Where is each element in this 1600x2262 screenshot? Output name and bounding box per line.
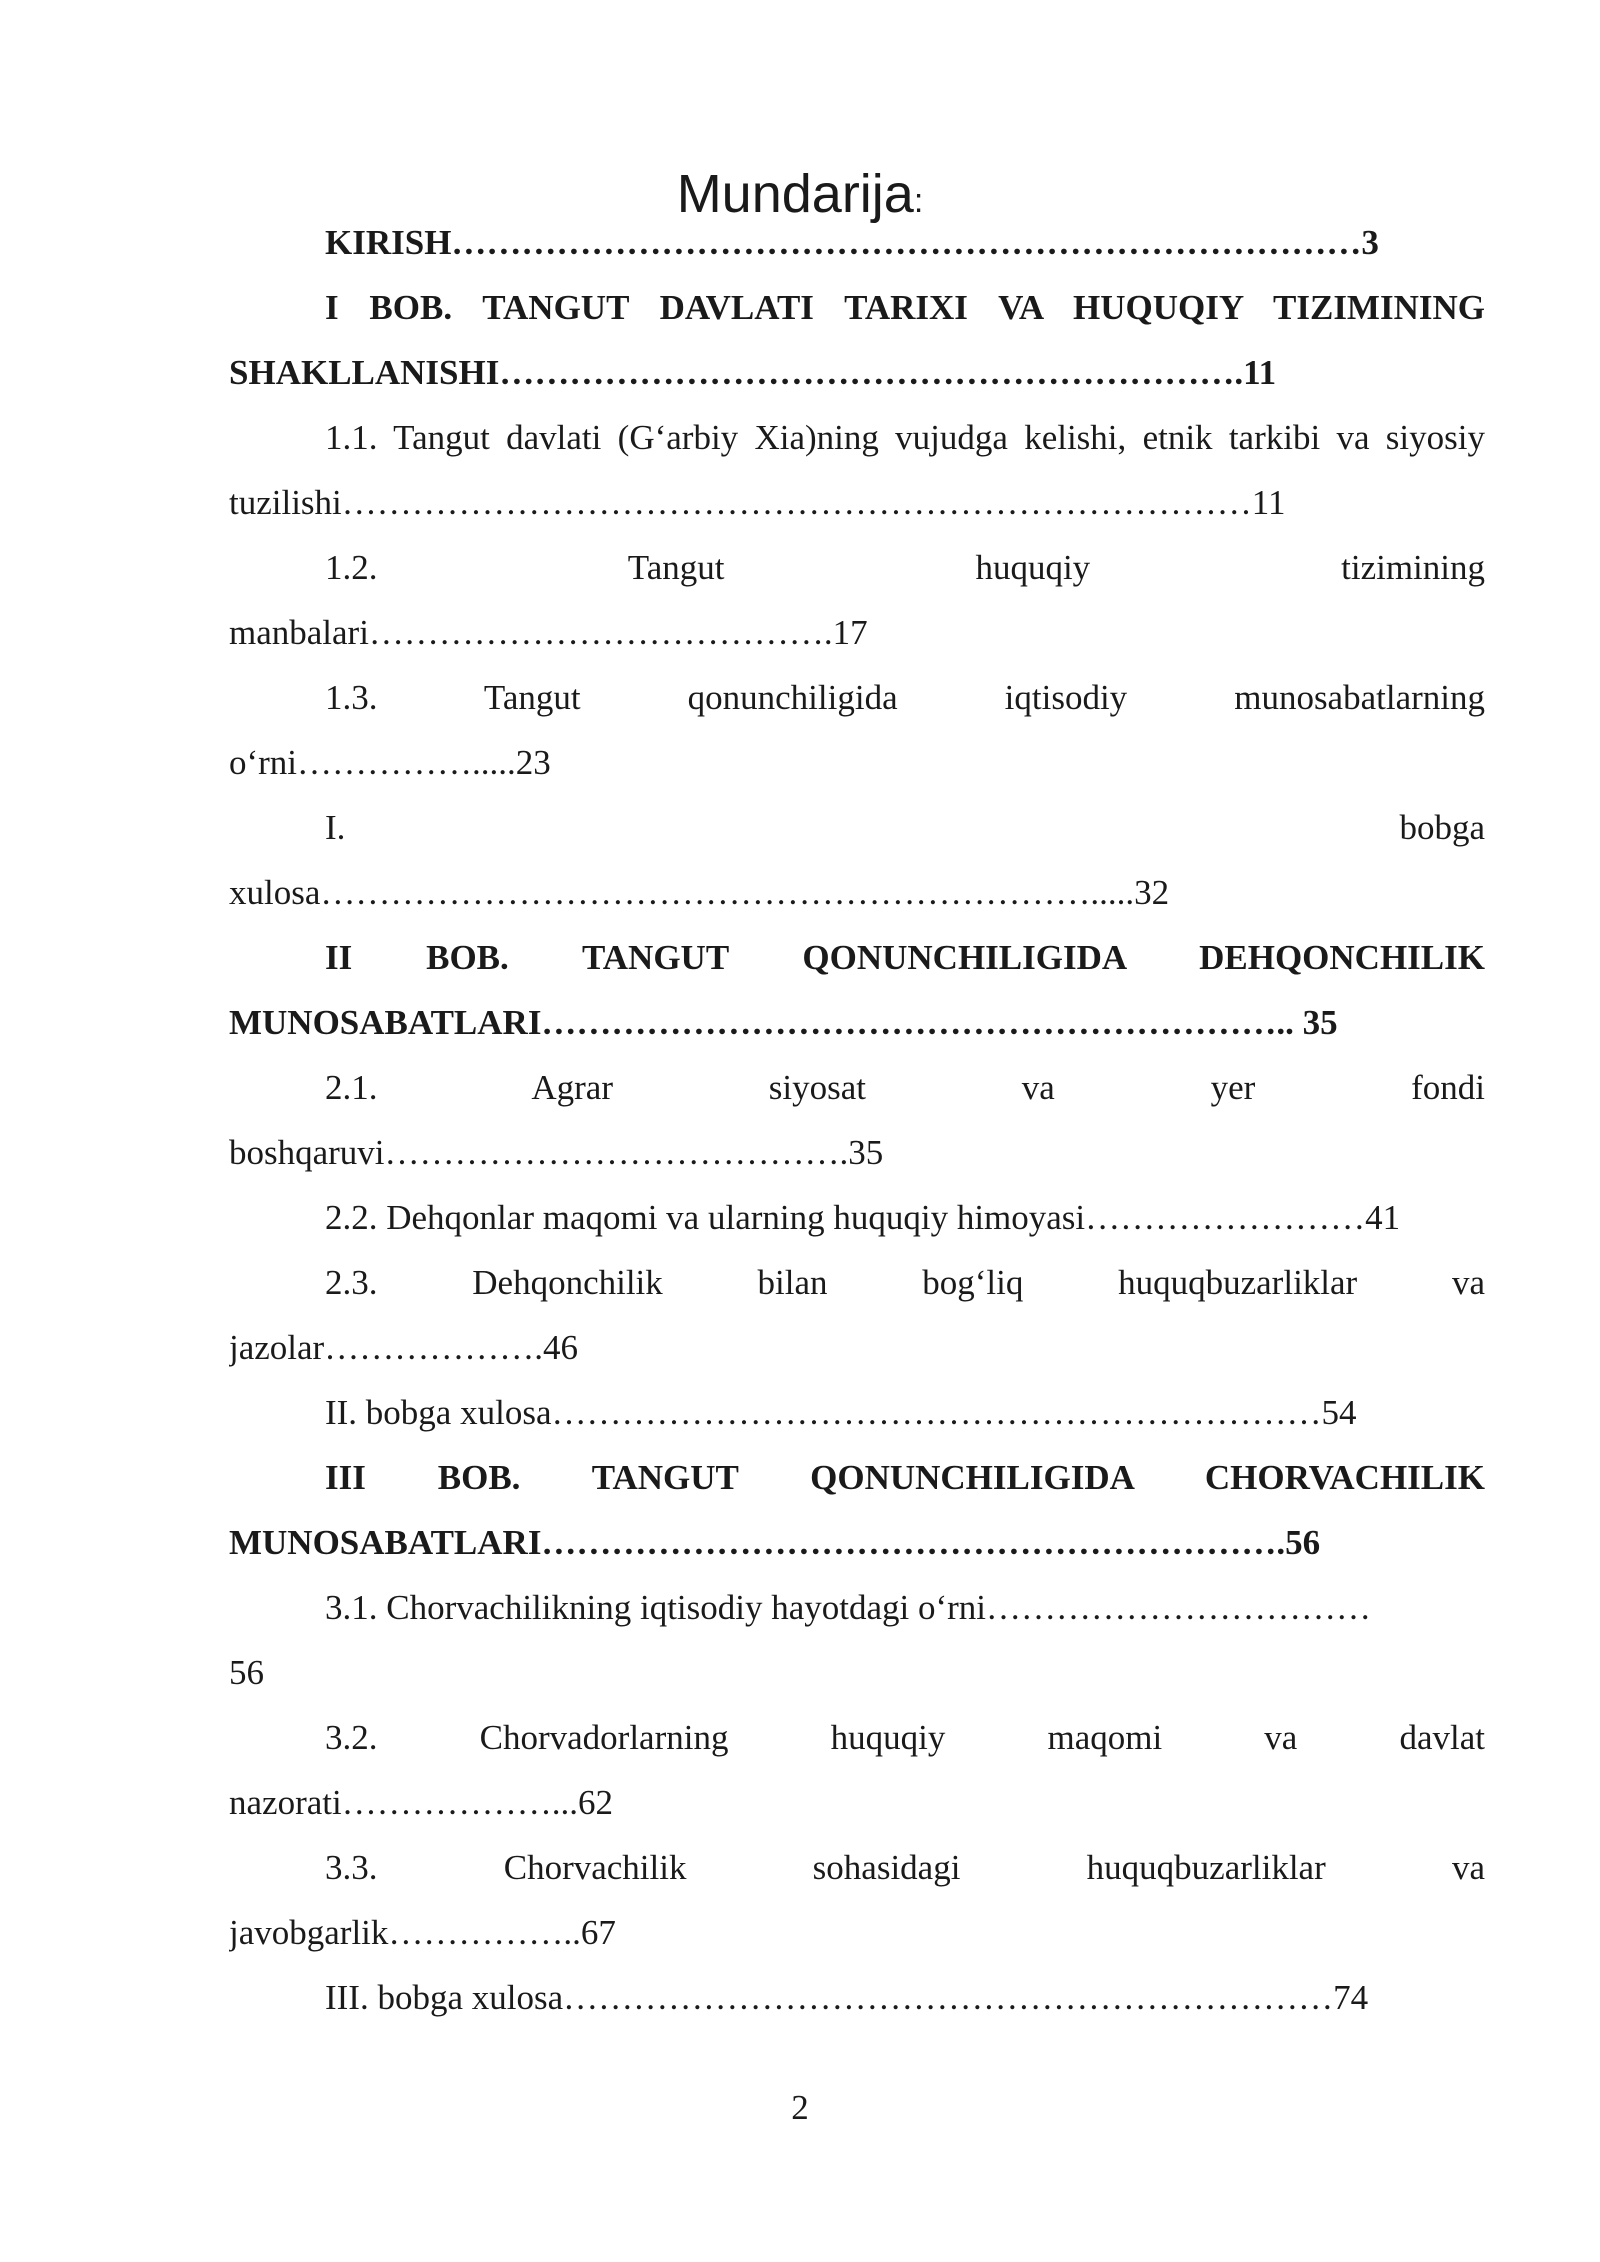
toc-entry-1-2-line2: manbalari………………………………….17 xyxy=(229,613,868,652)
toc-entry-bob3-line1: III BOB. TANGUT QONUNCHILIGIDA CHORVACHILIK xyxy=(325,1458,1485,1497)
toc-entry-kirish: KIRISH……………………………………………………………………3 xyxy=(325,223,1379,262)
toc-entry-3-2-line2: nazorati………………...62 xyxy=(229,1783,613,1822)
toc-entry-xulosa1-line1: I. bobga xyxy=(325,808,1485,847)
toc-entry-1-3-line2: o‘rni…………….....23 xyxy=(229,743,551,782)
toc-entry-1-1-line2: tuzilishi……………………………………………………………………11 xyxy=(229,483,1286,522)
toc-entry-2-1-line1: 2.1. Agrar siyosat va yer fondi xyxy=(325,1068,1485,1107)
toc-entry-3-1-line2: 56 xyxy=(229,1653,264,1692)
toc-entry-bob2-line1: II BOB. TANGUT QONUNCHILIGIDA DEHQONCHILIK xyxy=(325,938,1485,977)
toc-entry-3-3-line1: 3.3. Chorvachilik sohasidagi huquqbuzarliklar va xyxy=(325,1848,1485,1887)
page-number: 2 xyxy=(791,2088,809,2127)
toc-entry-2-2: 2.2. Dehqonlar maqomi va ularning huquqiy himoyasi……………………41 xyxy=(325,1198,1401,1237)
toc-entry-bob2-line2: MUNOSABATLARI……………………………………………………….. 35 xyxy=(229,1003,1338,1042)
toc-entry-xulosa2: II. bobga xulosa…………………………………………………………54 xyxy=(325,1393,1357,1432)
toc-entry-bob1-line2: SHAKLLANISHI……………………………………………………….11 xyxy=(229,353,1277,392)
toc-entry-3-2-line1: 3.2. Chorvadorlarning huquqiy maqomi va davlat xyxy=(325,1718,1485,1757)
toc-entry-2-1-line2: boshqaruvi………………………………….35 xyxy=(229,1133,884,1172)
toc-entry-xulosa1-line2: xulosa………………………………………………………….....32 xyxy=(229,873,1170,912)
toc-entry-1-3-line1: 1.3. Tangut qonunchiligida iqtisodiy munosabatlarning xyxy=(325,678,1485,717)
toc-entry-xulosa3: III. bobga xulosa…………………………………………………………74 xyxy=(325,1978,1369,2017)
toc-entry-3-1-line1: 3.1. Chorvachilikning iqtisodiy hayotdagi o‘rni…………………………… xyxy=(325,1588,1372,1627)
toc-entry-1-1-line1: 1.1. Tangut davlati (G‘arbiy Xia)ning vujudga kelishi, etnik tarkibi va siyosiy xyxy=(325,418,1485,457)
toc-entry-2-3-line2: jazolar……………….46 xyxy=(229,1328,578,1367)
title-text: Mundarija xyxy=(676,164,914,224)
toc-entry-3-3-line2: javobgarlik……………..67 xyxy=(229,1913,616,1952)
toc-entry-bob1-line1: I BOB. TANGUT DAVLATI TARIXI VA HUQUQIY TIZIMINING xyxy=(325,288,1485,327)
toc-entry-2-3-line1: 2.3. Dehqonchilik bilan bog‘liq huquqbuzarliklar va xyxy=(325,1263,1485,1302)
toc-entry-bob3-line2: MUNOSABATLARI……………………………………………………….56 xyxy=(229,1523,1321,1562)
title-colon: : xyxy=(913,182,924,220)
toc-entry-1-2-line1: 1.2. Tangut huquqiy tizimining xyxy=(325,548,1485,587)
